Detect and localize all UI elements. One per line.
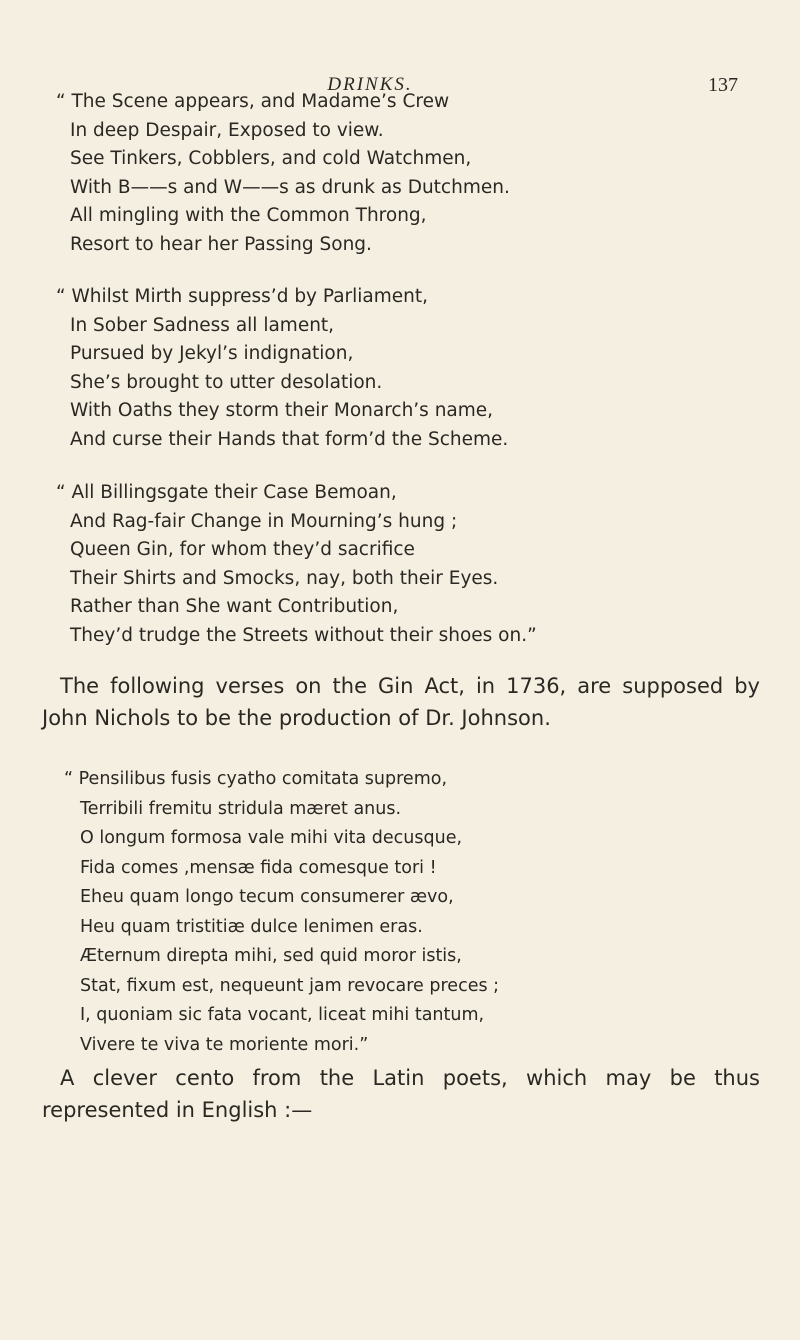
- latin-poem: [64, 765, 744, 1060]
- running-head: DRINKS.: [327, 74, 413, 95]
- verse-line: “ The Scene appears, and Madame’s Crew: [56, 91, 450, 112]
- verse-line: Terribili fremitu stridula mæret anus.: [80, 798, 402, 819]
- verse-line: Fida comes ,mensæ fida comesque tori !: [80, 857, 437, 878]
- verse-stanza-1: [56, 88, 756, 259]
- verse-line: And curse their Hands that form’d the Scheme.: [70, 428, 509, 450]
- verse-line: Æternum direpta mihi, sed quid moror istis,: [80, 946, 462, 966]
- paragraph-text: A clever cento from the Latin poets, which may be thus represented in English :—: [42, 1066, 760, 1122]
- paragraph-text: The following verses on the Gin Act, in 1736, are supposed by John Nichols to be the production of Dr. Johnson.: [42, 674, 760, 730]
- verse-line: And Rag-fair Change in Mourning’s hung ;: [70, 510, 458, 532]
- verse-line: With Oaths they storm their Monarch’s name,: [70, 400, 494, 421]
- verse-stanza-3: [56, 479, 756, 650]
- verse-line: Heu quam tristitiæ dulce lenimen eras.: [80, 916, 423, 937]
- verse-line: Resort to hear her Passing Song.: [70, 233, 372, 255]
- verse-line: “ All Billingsgate their Case Bemoan,: [56, 482, 397, 503]
- prose-paragraph-2: [42, 1062, 760, 1126]
- verse-line: I, quoniam sic fata vocant, liceat mihi tantum,: [80, 1005, 485, 1025]
- prose-paragraph-1: [42, 670, 760, 734]
- verse-line: In Sober Sadness all lament,: [70, 314, 335, 336]
- verse-stanza-2: [56, 283, 756, 454]
- verse-line: All mingling with the Common Throng,: [70, 205, 427, 226]
- verse-line: See Tinkers, Cobblers, and cold Watchmen,: [70, 148, 472, 169]
- verse-line: Pursued by Jekyl’s indignation,: [70, 343, 354, 364]
- verse-line: Vivere te viva te moriente mori.”: [80, 1034, 369, 1055]
- verse-line: She’s brought to utter desolation.: [70, 371, 383, 393]
- verse-line: “ Whilst Mirth suppress’d by Parliament,: [56, 286, 429, 307]
- verse-line: Rather than She want Contribution,: [70, 596, 399, 617]
- verse-line: Stat, fixum est, nequeunt jam revocare preces ;: [80, 975, 500, 996]
- verse-line: Queen Gin, for whom they’d sacrifice: [70, 539, 415, 560]
- verse-line: They’d trudge the Streets without their shoes on.”: [70, 624, 537, 646]
- page-number: 137: [708, 74, 738, 96]
- verse-line: With B——s and W——s as drunk as Dutchmen.: [70, 176, 510, 198]
- verse-line: O longum formosa vale mihi vita decusque,: [80, 828, 463, 848]
- verse-line: In deep Despair, Exposed to view.: [70, 119, 384, 141]
- verse-line: Their Shirts and Smocks, nay, both their Eyes.: [70, 567, 499, 589]
- verse-line: “ Pensilibus fusis cyatho comitata supremo,: [64, 769, 448, 789]
- verse-line: Eheu quam longo tecum consumerer ævo,: [80, 887, 454, 907]
